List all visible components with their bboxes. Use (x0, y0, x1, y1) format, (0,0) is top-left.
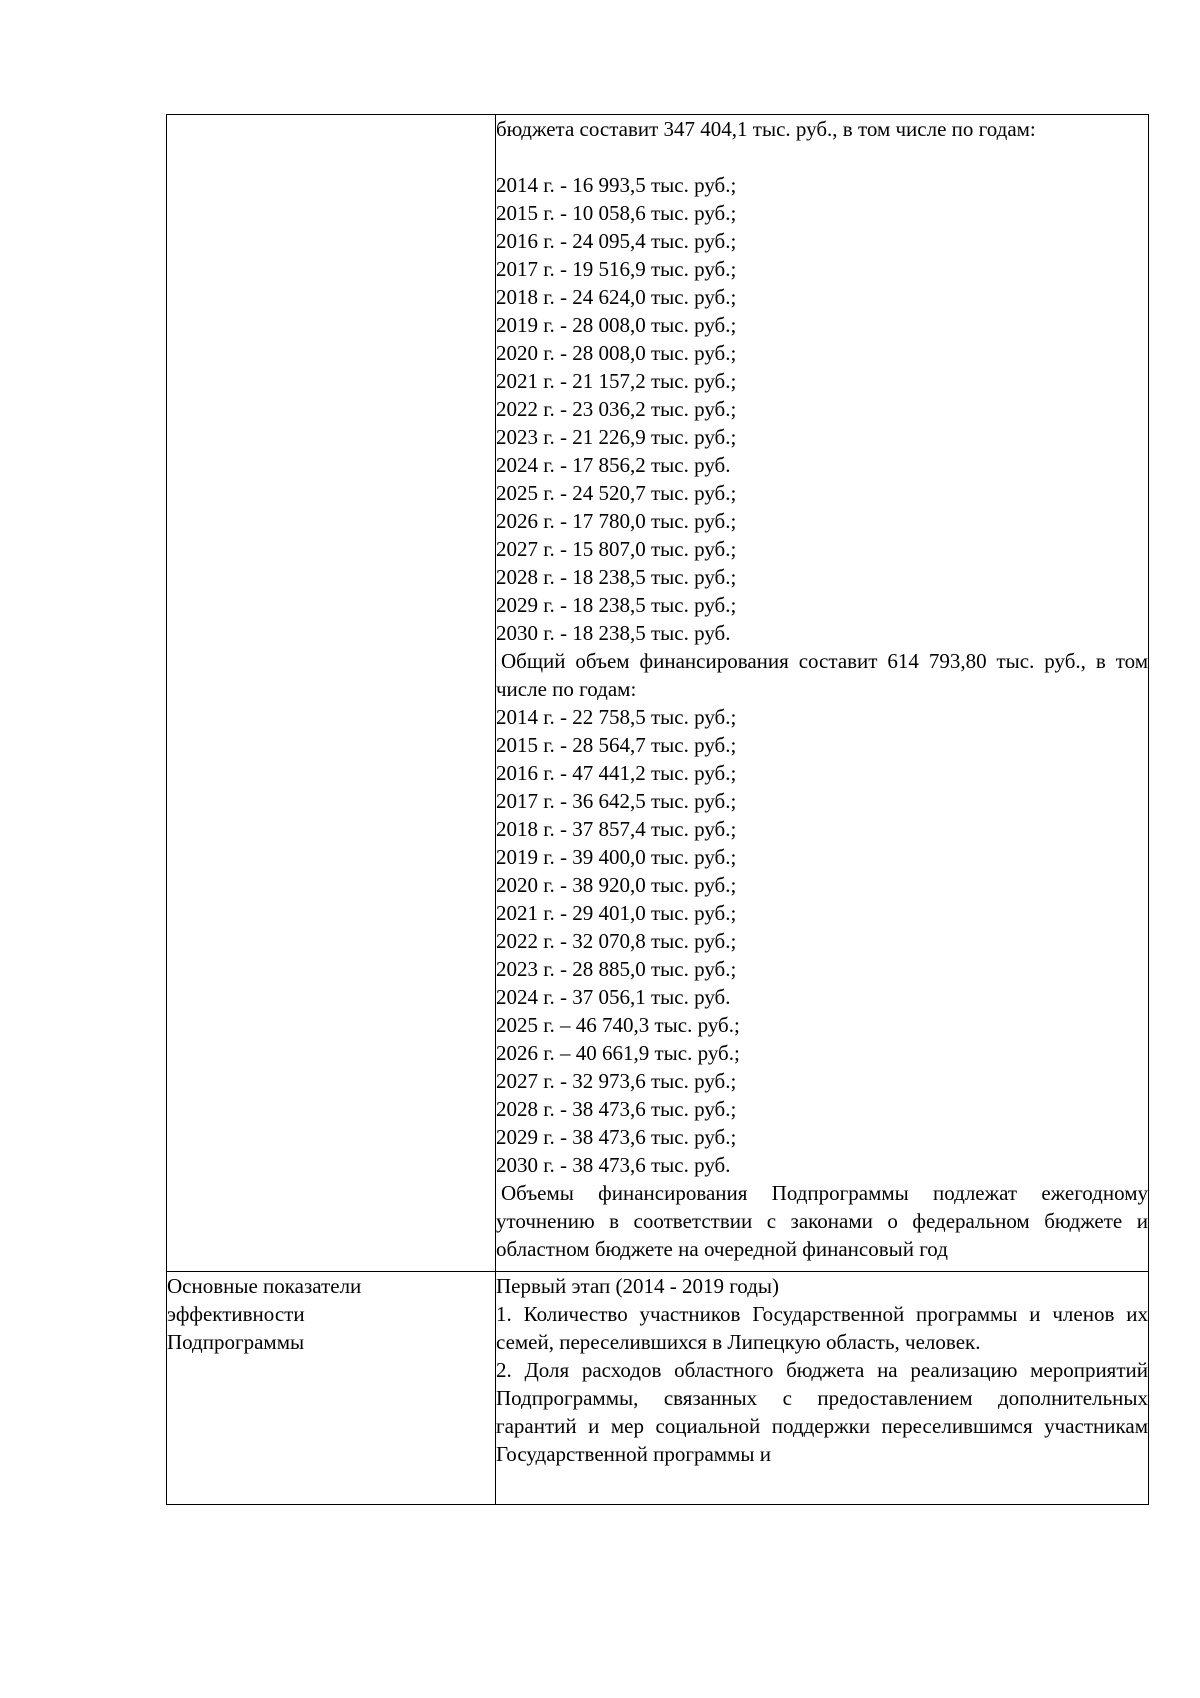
year-amount-line: 2021 г. - 29 401,0 тыс. руб.; (496, 901, 737, 925)
year-amount-line: 2017 г. - 36 642,5 тыс. руб.; (496, 789, 737, 813)
year-amount-line: 2021 г. - 21 157,2 тыс. руб.; (496, 369, 737, 393)
year-amount-line: 2024 г. - 37 056,1 тыс. руб. (496, 985, 731, 1009)
year-amount-line: 2014 г. - 22 758,5 тыс. руб.; (496, 705, 737, 729)
year-amount-line: 2030 г. - 38 473,6 тыс. руб. (496, 1153, 731, 1177)
total-financing-years-list (496, 703, 1148, 1179)
year-amount-line: 2026 г. - 17 780,0 тыс. руб.; (496, 509, 737, 533)
year-amount-line: 2028 г. - 18 238,5 тыс. руб.; (496, 565, 737, 589)
year-amount-line: 2016 г. - 24 095,4 тыс. руб.; (496, 229, 737, 253)
year-amount-line: 2023 г. - 28 885,0 тыс. руб.; (496, 957, 737, 981)
year-amount-line: 2026 г. – 40 661,9 тыс. руб.; (496, 1041, 740, 1065)
year-amount-line: 2022 г. - 23 036,2 тыс. руб.; (496, 397, 737, 421)
year-amount-line: 2025 г. - 24 520,7 тыс. руб.; (496, 481, 737, 505)
indicators-label-cell (167, 1272, 496, 1505)
year-amount-line: 2024 г. - 17 856,2 тыс. руб. (496, 453, 731, 477)
year-amount-line: 2014 г. - 16 993,5 тыс. руб.; (496, 173, 737, 197)
year-amount-line: 2028 г. - 38 473,6 тыс. руб.; (496, 1097, 737, 1121)
year-amount-line: 2020 г. - 28 008,0 тыс. руб.; (496, 341, 737, 365)
year-amount-line: 2025 г. – 46 740,3 тыс. руб.; (496, 1013, 740, 1037)
table-row (167, 1272, 1149, 1505)
indicators-label: Основные показатели эффективности Подпрограммы (167, 1274, 362, 1354)
stage-title: Первый этап (2014 - 2019 годы) (496, 1274, 779, 1298)
financing-note: Объемы финансирования Подпрограммы подлежат ежегодному уточнению в соответствии с законами о федеральном бюджете и областном бюджете на очередной финансовый год (496, 1181, 1148, 1261)
indicators-cell (496, 1272, 1149, 1505)
year-amount-line: 2030 г. - 18 238,5 тыс. руб. (496, 621, 731, 645)
row-label-cell (167, 115, 496, 1272)
table-row (167, 115, 1149, 1272)
year-amount-line: 2018 г. - 24 624,0 тыс. руб.; (496, 285, 737, 309)
budget-intro: бюджета составит 347 404,1 тыс. руб., в том числе по годам: (496, 117, 1036, 141)
year-amount-line: 2027 г. - 32 973,6 тыс. руб.; (496, 1069, 737, 1093)
regional-budget-years-list (496, 171, 1148, 647)
year-amount-line: 2022 г. - 32 070,8 тыс. руб.; (496, 929, 737, 953)
year-amount-line: 2017 г. - 19 516,9 тыс. руб.; (496, 257, 737, 281)
year-amount-line: 2018 г. - 37 857,4 тыс. руб.; (496, 817, 737, 841)
year-amount-line: 2029 г. - 38 473,6 тыс. руб.; (496, 1125, 737, 1149)
indicator-item-2: 2. Доля расходов областного бюджета на реализацию мероприятий Подпрограммы, связанных с предоставлением дополнительных гарантий и мер социальной поддержки переселившимся участникам Государственной программы и (496, 1358, 1148, 1466)
year-amount-line: 2015 г. - 28 564,7 тыс. руб.; (496, 733, 737, 757)
year-amount-line: 2029 г. - 18 238,5 тыс. руб.; (496, 593, 737, 617)
total-financing-text: Общий объем финансирования составит 614 793,80 тыс. руб., в том числе по годам: (496, 649, 1148, 701)
financing-cell (496, 115, 1149, 1272)
year-amount-line: 2020 г. - 38 920,0 тыс. руб.; (496, 873, 737, 897)
year-amount-line: 2019 г. - 39 400,0 тыс. руб.; (496, 845, 737, 869)
year-amount-line: 2019 г. - 28 008,0 тыс. руб.; (496, 313, 737, 337)
blank-line (496, 143, 1148, 171)
year-amount-line: 2023 г. - 21 226,9 тыс. руб.; (496, 425, 737, 449)
passport-table (166, 114, 1149, 1505)
indicator-item-1: 1. Количество участников Государственной программы и членов их семей, переселившихся в Липецкую область, человек. (496, 1302, 1148, 1354)
year-amount-line: 2016 г. - 47 441,2 тыс. руб.; (496, 761, 737, 785)
year-amount-line: 2015 г. - 10 058,6 тыс. руб.; (496, 201, 737, 225)
year-amount-line: 2027 г. - 15 807,0 тыс. руб.; (496, 537, 737, 561)
